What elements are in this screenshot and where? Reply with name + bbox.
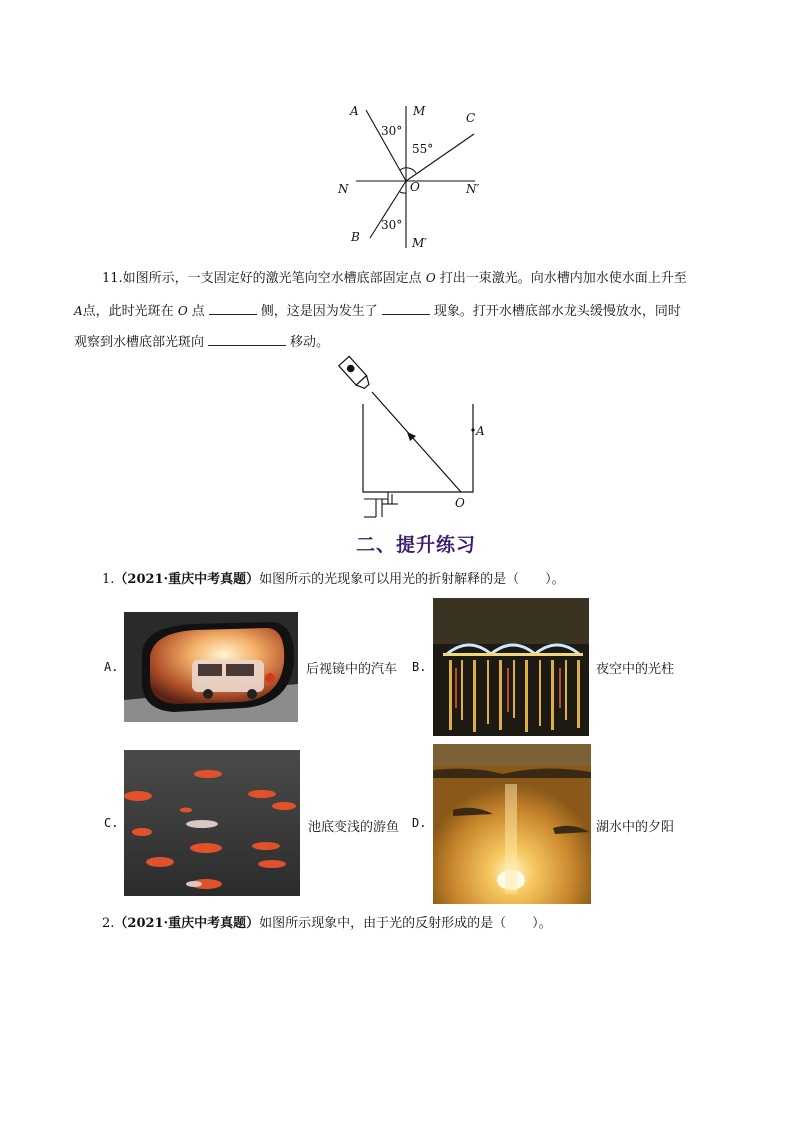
- label-m: M: [413, 104, 426, 118]
- option-c-text[interactable]: 池底变浅的游鱼: [308, 820, 400, 835]
- answer-blank-2[interactable]: [382, 300, 430, 315]
- question-11-line-3: 观察到水槽底部光斑向 移动。: [74, 331, 329, 353]
- tap-icon: [364, 492, 398, 517]
- option-b-photo-night-bridge[interactable]: [433, 598, 589, 736]
- laser-tank-diagram: [330, 352, 500, 524]
- label-n: N: [338, 182, 349, 196]
- angle-30-top: 30°: [381, 124, 403, 138]
- label-o: O: [410, 180, 420, 194]
- mirror-image: [124, 612, 298, 722]
- option-d-label[interactable]: D.: [412, 816, 427, 830]
- option-b-label[interactable]: B.: [412, 660, 427, 674]
- option-a-photo-rearview-mirror[interactable]: [124, 612, 298, 722]
- question-2-stem: 2.（2021·重庆中考真题）如图所示现象中，由于光的反射形成的是（ ）。: [102, 916, 552, 931]
- laser-beam: [372, 392, 461, 492]
- angle-30-bottom: 30°: [381, 218, 403, 232]
- question-1-stem: 1.（2021·重庆中考真题）如图所示的光现象可以用光的折射解释的是（ ）。: [102, 572, 565, 587]
- question-11-line-1: 11.如图所示，一支固定好的激光笔向空水槽底部固定点 O 打出一束激光。向水槽内加水使水面上升至: [102, 271, 687, 286]
- answer-blank-3[interactable]: [208, 331, 286, 346]
- option-d-text[interactable]: 湖水中的夕阳: [596, 820, 675, 835]
- ray-ao: [366, 110, 406, 181]
- lake-sunset-image: [433, 744, 591, 904]
- label-a: A: [350, 104, 359, 118]
- angle-arc-bottom: [400, 192, 406, 193]
- label-c: C: [466, 111, 476, 125]
- label-b: B: [351, 230, 360, 244]
- option-c-photo-goldfish[interactable]: [124, 750, 300, 896]
- tank-label-a: A: [476, 424, 485, 438]
- option-a-label[interactable]: A.: [104, 660, 119, 674]
- section-title: 二、提升练习: [356, 534, 477, 556]
- tank-walls: [363, 404, 473, 492]
- tank-label-o: O: [455, 496, 465, 510]
- goldfish-image: [124, 750, 300, 896]
- point-a-dot: [471, 428, 474, 431]
- angle-arc-top: [400, 168, 416, 173]
- angle-55: 55°: [412, 142, 434, 156]
- laser-pen: [339, 356, 372, 391]
- label-m-prime: M′: [412, 236, 428, 250]
- option-a-text[interactable]: 后视镜中的汽车: [306, 662, 398, 677]
- option-b-text[interactable]: 夜空中的光柱: [596, 662, 675, 677]
- option-c-label[interactable]: C.: [104, 816, 119, 830]
- question-11-line-2: A点，此时光斑在 O 点 侧，这是因为发生了 现象。打开水槽底部水龙头缓慢放水，同时: [74, 300, 681, 322]
- night-bridge-image: [433, 598, 589, 736]
- option-d-photo-lake-sunset[interactable]: [433, 744, 591, 904]
- label-n-prime: N′: [466, 182, 480, 196]
- answer-blank-1[interactable]: [209, 300, 257, 315]
